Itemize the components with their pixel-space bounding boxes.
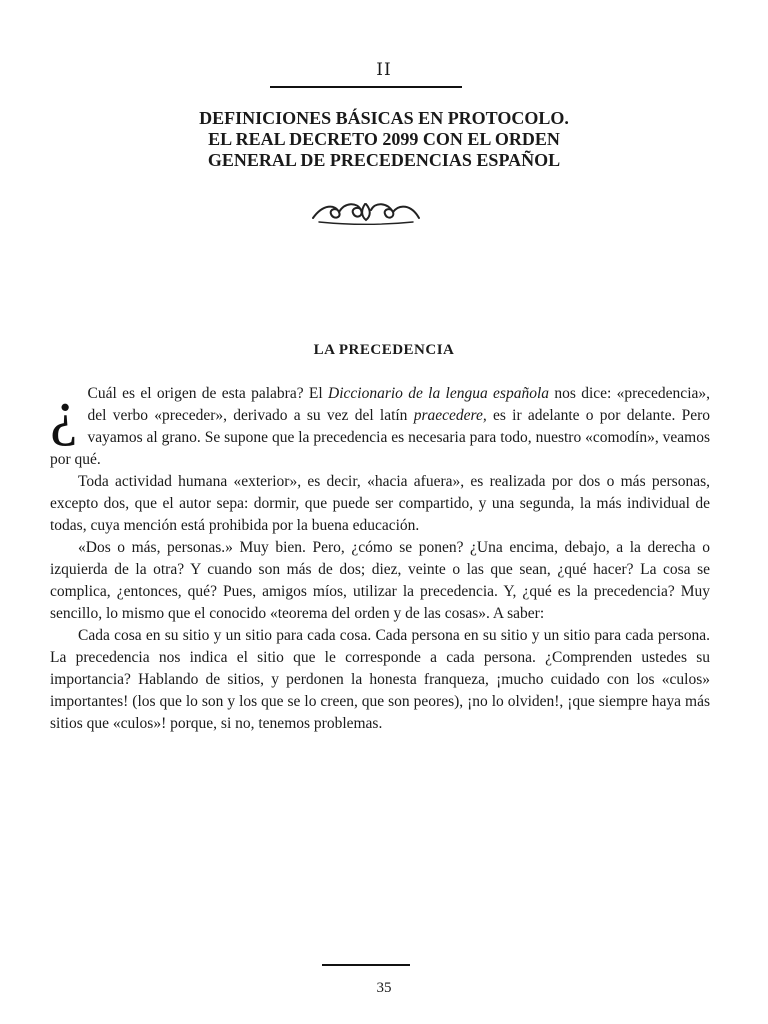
top-rule [270, 86, 462, 88]
text-segment: Cuál es el origen de esta palabra? El [87, 385, 329, 402]
chapter-title-line: GENERAL DE PRECEDENCIAS ESPAÑOL [207, 150, 561, 170]
paragraph [50, 537, 710, 625]
bottom-rule [322, 964, 410, 966]
section-title: LA PRECEDENCIA [313, 342, 455, 358]
italic-text: Diccionario de la lengua española [328, 385, 550, 402]
ornament-icon [309, 198, 423, 226]
paragraph [50, 625, 710, 735]
body-text [50, 379, 710, 735]
chapter-title-line: DEFINICIONES BÁSICAS EN PROTOCOLO. [199, 108, 569, 128]
text-segment: es ir adelante o por delante. Pero vayamos al grano. Se supone que la precedencia es necesaria para todo, nuestro «comodín», veamos por qué. [50, 407, 710, 468]
page-number: 35 [376, 980, 392, 996]
chapter-title [60, 108, 708, 171]
chapter-number: II [376, 60, 392, 80]
paragraph [50, 471, 710, 537]
text-segment: Toda actividad humana «exterior», es decir, «hacia afuera», es realizada por dos o más personas, excepto dos, que el autor sepa: dormir, que puede ser compartido, y una segunda, la más individual de todas, cuya mención está prohibida por la buena educación. [50, 473, 710, 534]
dropcap: ¿ [50, 379, 78, 447]
text-segment: Cada cosa en su sitio y un sitio para cada cosa. Cada persona en su sitio y un sitio para cada persona. La precedencia nos indica el sitio que le corresponde a cada persona. ¿Comprenden ustedes su importancia? Hablando de sitios, y perdonen la honesta franqueza, ¡mucho cuidado con los «culos» importantes! (los que lo son y los que se lo creen, que son peores), ¡no lo olviden!, ¡que siempre haya más sitios que «culos»! porque, si no, tenemos problemas. [50, 627, 710, 732]
italic-text: praecedere, [413, 407, 487, 424]
chapter-title-line: EL REAL DECRETO 2099 CON EL ORDEN [208, 129, 560, 149]
paragraph [50, 379, 710, 471]
text-segment: nos dice: «precedencia», del verbo «preceder», derivado a su vez del latín [87, 385, 710, 424]
text-segment: «Dos o más, personas.» Muy bien. Pero, ¿cómo se ponen? ¿Una encima, debajo, a la derecha o izquierda de la otra? Y cuando son más de dos; diez, veinte o las que sean, ¿qué hacer? La cosa se complica, ¿entonces, qué? Pues, amigos míos, utilizar la precedencia. Y, ¿qué es la precedencia? Muy sencillo, lo mismo que el conocido «teorema del orden y de las cosas». A saber: [50, 539, 710, 622]
